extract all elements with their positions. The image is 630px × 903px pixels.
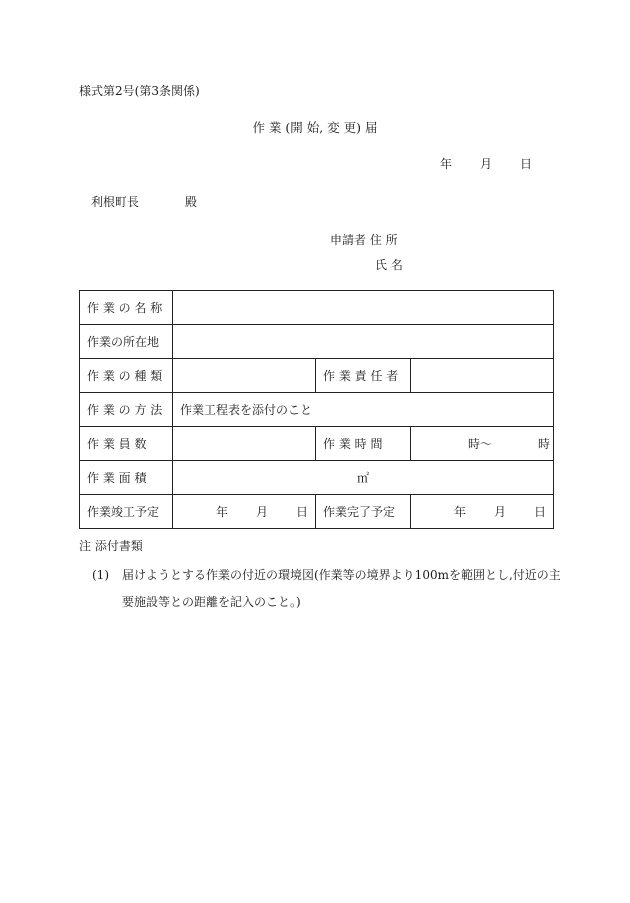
notes-title: 注 添付書類 (79, 539, 143, 553)
application-form-table (79, 290, 554, 529)
work-manager-field[interactable] (411, 359, 554, 393)
document-title: 作 業 (開 始, 変 更) 届 (252, 120, 378, 135)
finish-year: 年 (453, 505, 466, 519)
table-row (80, 291, 554, 325)
date-year: 年 (440, 157, 453, 171)
table-row (80, 427, 554, 461)
date-month: 月 (480, 157, 493, 171)
time-from: 時〜 (468, 437, 493, 451)
work-area-label: 作 業 面 積 (80, 461, 173, 495)
applicant-address-label: 申請者 住 所 (330, 233, 398, 247)
table-row (80, 461, 554, 495)
table-row (80, 359, 554, 393)
finish-schedule-label: 作業完了予定 (316, 495, 411, 529)
note-item (92, 562, 562, 616)
finish-date-field[interactable] (411, 495, 554, 529)
addressee-honorific: 殿 (185, 195, 198, 209)
work-method-label: 作 業 の 方 法 (80, 393, 173, 427)
date-day: 日 (520, 157, 533, 171)
area-unit: ㎡ (356, 471, 369, 485)
completion-date-field[interactable] (173, 495, 316, 529)
work-hours-label: 作 業 時 間 (316, 427, 411, 461)
date-line (440, 155, 532, 172)
time-to: 時 (538, 437, 551, 451)
work-location-label: 作業の所在地 (80, 325, 173, 359)
form-number: 様式第2号(第3条関係) (79, 84, 200, 98)
addressee-name: 利根町長 (91, 195, 140, 209)
completion-schedule-label: 作業竣工予定 (80, 495, 173, 529)
note-text: 届けようとする作業の付近の環境図(作業等の境界より100mを範囲とし,付近の主要施設等との距離を記入のこと。) (122, 568, 561, 609)
note-number: (1) (92, 568, 109, 582)
finish-day: 日 (533, 505, 546, 519)
completion-year: 年 (215, 505, 228, 519)
worker-count-label: 作 業 員 数 (80, 427, 173, 461)
work-type-label: 作 業 の 種 類 (80, 359, 173, 393)
work-area-field[interactable] (173, 461, 554, 495)
work-manager-label: 作 業 責 任 者 (316, 359, 411, 393)
applicant-name-label: 氏 名 (375, 258, 403, 272)
worker-count-field[interactable] (173, 427, 316, 461)
completion-day: 日 (295, 505, 308, 519)
table-row (80, 393, 554, 427)
addressee (91, 193, 197, 210)
work-hours-field[interactable] (411, 427, 554, 461)
work-location-field[interactable] (173, 325, 554, 359)
work-name-field[interactable] (173, 291, 554, 325)
finish-month: 月 (493, 505, 506, 519)
table-row (80, 495, 554, 529)
work-method-field[interactable]: 作業工程表を添付のこと (173, 393, 554, 427)
work-type-field[interactable] (173, 359, 316, 393)
table-row (80, 325, 554, 359)
work-name-label: 作 業 の 名 称 (80, 291, 173, 325)
completion-month: 月 (255, 505, 268, 519)
